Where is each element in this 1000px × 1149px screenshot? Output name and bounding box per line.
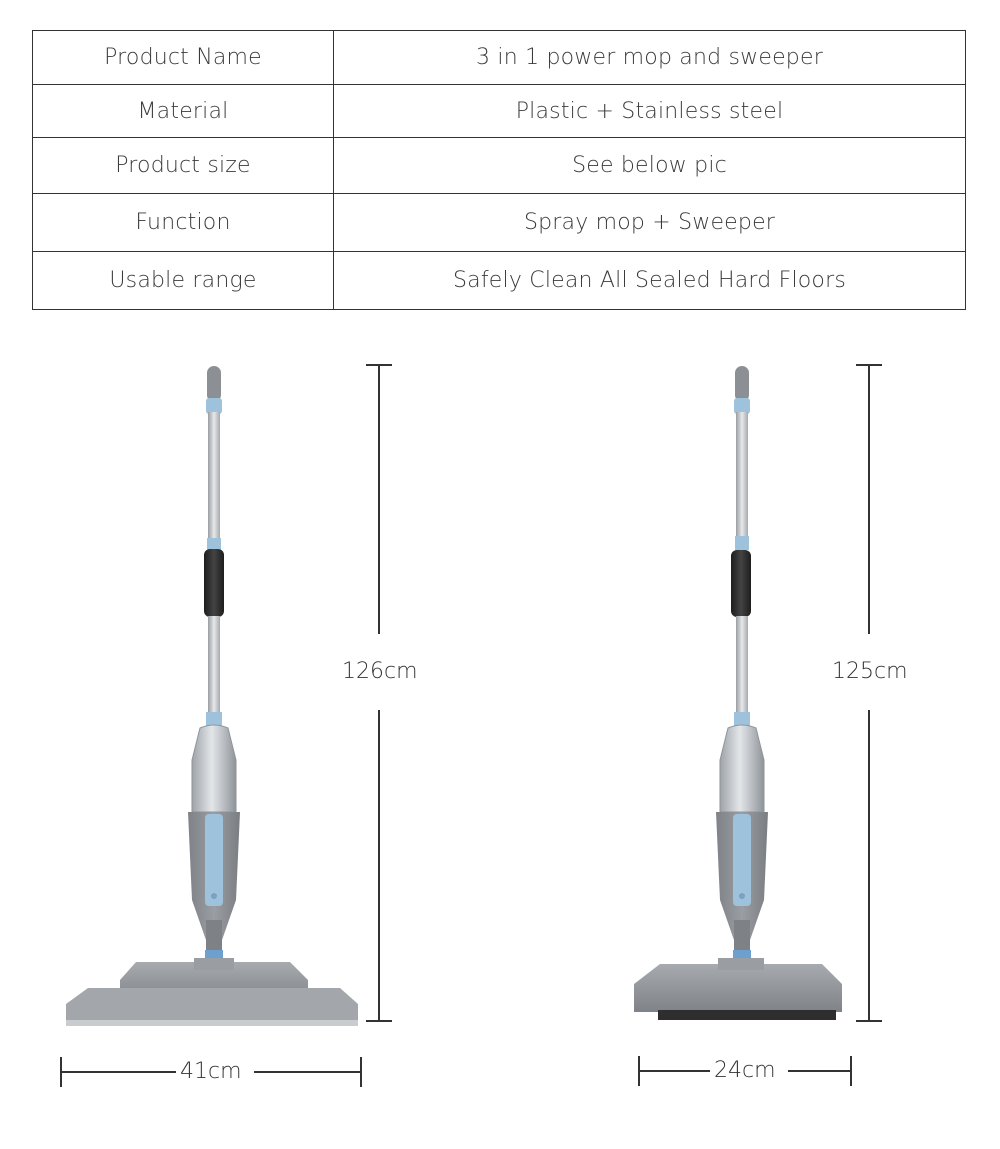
spec-label: Usable range [33,252,334,310]
height-measure-line-right [856,365,882,1021]
spec-value: Plastic + Stainless steel [334,85,966,138]
product-dimension-figure [0,300,1000,1145]
spec-value: Safely Clean All Sealed Hard Floors [334,252,966,310]
sweeper-image [634,366,842,1020]
spray-mop-image [66,366,358,1026]
mop-width-label: 41cm [176,1059,246,1085]
mop-height-label: 126cm [338,659,422,685]
sweeper-width-label: 24cm [710,1058,780,1084]
product-illustration [0,300,1000,1145]
height-measure-line-left [366,365,392,1021]
spec-value: Spray mop + Sweeper [334,194,966,252]
spec-label: Product Name [33,31,334,85]
spec-label: Function [33,194,334,252]
spec-value: See below pic [334,138,966,194]
spec-label: Material [33,85,334,138]
spec-value: 3 in 1 power mop and sweeper [334,31,966,85]
table-row [33,138,966,194]
table-row [33,85,966,138]
table-row [33,31,966,85]
spec-label: Product size [33,138,334,194]
sweeper-height-label: 125cm [828,659,912,685]
table-row [33,194,966,252]
product-spec-table [32,30,966,310]
